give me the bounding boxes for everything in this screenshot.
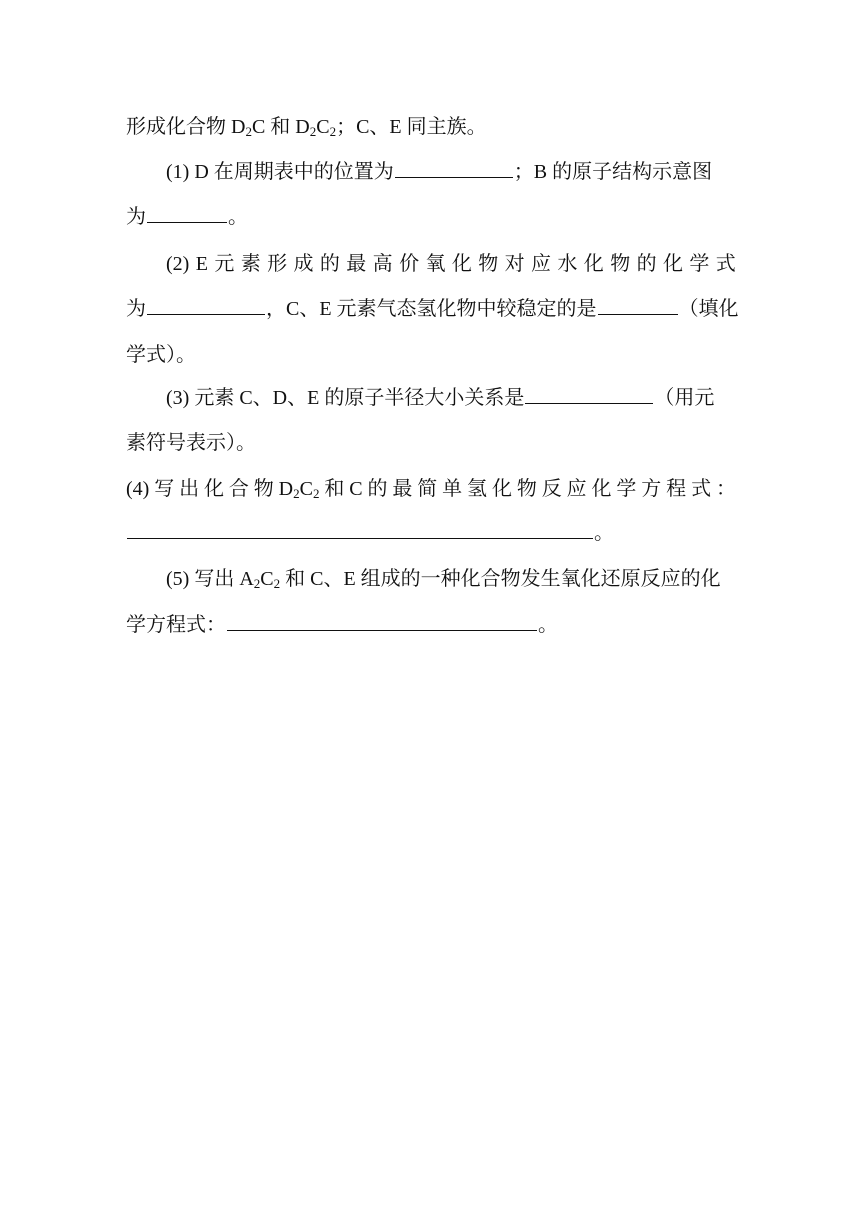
q2-line1-char: E	[195, 253, 208, 275]
q2-line1-char: 水	[557, 253, 578, 275]
q4-char: 化	[591, 478, 612, 500]
q4-line-1	[126, 474, 736, 504]
q5-line-2	[126, 610, 736, 640]
q4-char: ：	[715, 478, 736, 500]
q4-compound-t1: D	[278, 478, 294, 500]
q2-line1-char: 最	[346, 253, 367, 275]
q4-char: 最	[392, 478, 413, 500]
intro-sub-c: 2	[329, 124, 337, 139]
q1-line2-prefix: 为	[126, 206, 146, 228]
q1-mid: ；B 的原子结构示意图	[513, 161, 713, 183]
intro-text-d: ；C、E 同主族。	[336, 116, 487, 138]
q4-compound-t2: C	[299, 478, 313, 500]
q5-line2-prefix: 学方程式：	[126, 614, 226, 636]
q3-line-2	[126, 428, 736, 458]
q1-line-1	[166, 157, 736, 187]
intro-text-a: 形成化合物 D	[126, 116, 246, 138]
q2-line-2	[126, 294, 739, 324]
q2-line1-char: 化	[451, 253, 472, 275]
q4-char: C	[349, 478, 363, 500]
intro-text-c: C	[316, 116, 330, 138]
q2-line1-char: 素	[240, 253, 261, 275]
q4-char: 简	[417, 478, 438, 500]
q2-line3: 学式）。	[126, 344, 196, 366]
intro-sub-a: 2	[245, 124, 252, 139]
q2-line1-char: (2)	[166, 253, 190, 275]
q5-sub-a: 2	[253, 576, 261, 591]
q4-char: 反	[541, 478, 562, 500]
q4-char: 出	[179, 478, 200, 500]
q2-line1-char: 化	[662, 253, 683, 275]
q4-char: 单	[442, 478, 463, 500]
q2-line1-char: 对	[504, 253, 525, 275]
q3-line2: 素符号表示）。	[126, 432, 256, 454]
q4-compound-s1: 2	[293, 486, 300, 501]
q4-char: 合	[228, 478, 249, 500]
q4-char: 式	[691, 478, 712, 500]
q2-line2-suffix: （填化	[678, 298, 739, 320]
intro-text-b: C 和 D	[251, 116, 310, 138]
q4-char: 方	[641, 478, 662, 500]
q4-char: (4)	[126, 478, 150, 500]
q1-end: 。	[228, 206, 248, 228]
q5-sub-b: 2	[273, 576, 281, 591]
q2-line1-char: 的	[636, 253, 657, 275]
q4-char: 学	[616, 478, 637, 500]
q4-char: 的	[367, 478, 388, 500]
q4-char: 和	[324, 478, 345, 500]
q4-char: 写	[154, 478, 175, 500]
q2-line-1	[166, 249, 736, 279]
q4-char: 程	[666, 478, 687, 500]
intro-sub-b: 2	[309, 124, 317, 139]
q4-char: 物	[253, 478, 274, 500]
q4-char: 化	[204, 478, 224, 500]
q2-line2-mid: ，C、E 元素气态氢化物中较稳定的是	[266, 298, 597, 320]
q4-end: 。	[594, 522, 614, 544]
q2-line1-char: 应	[531, 253, 552, 275]
q1-answer-blank-diagram[interactable]	[147, 202, 227, 223]
q2-line1-char: 的	[319, 253, 340, 275]
q2-line1-char: 成	[293, 253, 314, 275]
q3-line-1	[166, 383, 736, 413]
q2-line1-char: 化	[583, 253, 604, 275]
q4-line-2	[126, 518, 736, 548]
q4-char: 应	[566, 478, 587, 500]
q2-line1-char: 物	[610, 253, 631, 275]
q4-answer-blank[interactable]	[127, 518, 593, 539]
q1-answer-blank-position[interactable]	[395, 157, 513, 178]
q3-answer-blank[interactable]	[525, 383, 653, 404]
q2-line1-char: 高	[372, 253, 393, 275]
intro-line	[126, 112, 736, 142]
q2-line-3	[126, 340, 736, 370]
q2-line2-prefix: 为	[126, 298, 146, 320]
q2-line1-char: 学	[689, 253, 710, 275]
q4-char: 氢	[467, 478, 488, 500]
q5-text-c: 和 C、E 组成的一种化合物发生氧化还原反应的化	[280, 568, 721, 590]
q2-line1-char: 形	[267, 253, 288, 275]
q3-suffix: （用元	[654, 387, 715, 409]
q5-answer-blank[interactable]	[227, 610, 537, 631]
q4-compound	[279, 474, 320, 504]
q2-line1-char: 物	[478, 253, 499, 275]
q2-line1-char: 价	[399, 253, 420, 275]
q5-text-a: (5) 写出 A	[166, 568, 254, 590]
q4-char: 化	[491, 478, 512, 500]
q5-text-b: C	[260, 568, 274, 590]
q2-line1-char: 元	[214, 253, 235, 275]
q1-line-2	[126, 202, 736, 232]
q1-label: (1) D 在周期表中的位置为	[166, 161, 394, 183]
q2-line1-char: 氧	[425, 253, 446, 275]
q2-line1-char: 式	[715, 253, 736, 275]
q2-answer-blank-formula[interactable]	[147, 294, 265, 315]
q3-text: (3) 元素 C、D、E 的原子半径大小关系是	[166, 387, 525, 409]
q5-end: 。	[538, 614, 558, 636]
q4-char: 物	[516, 478, 537, 500]
q4-compound-s2: 2	[312, 486, 320, 501]
q2-answer-blank-stable[interactable]	[598, 294, 678, 315]
q5-line-1	[166, 564, 736, 594]
